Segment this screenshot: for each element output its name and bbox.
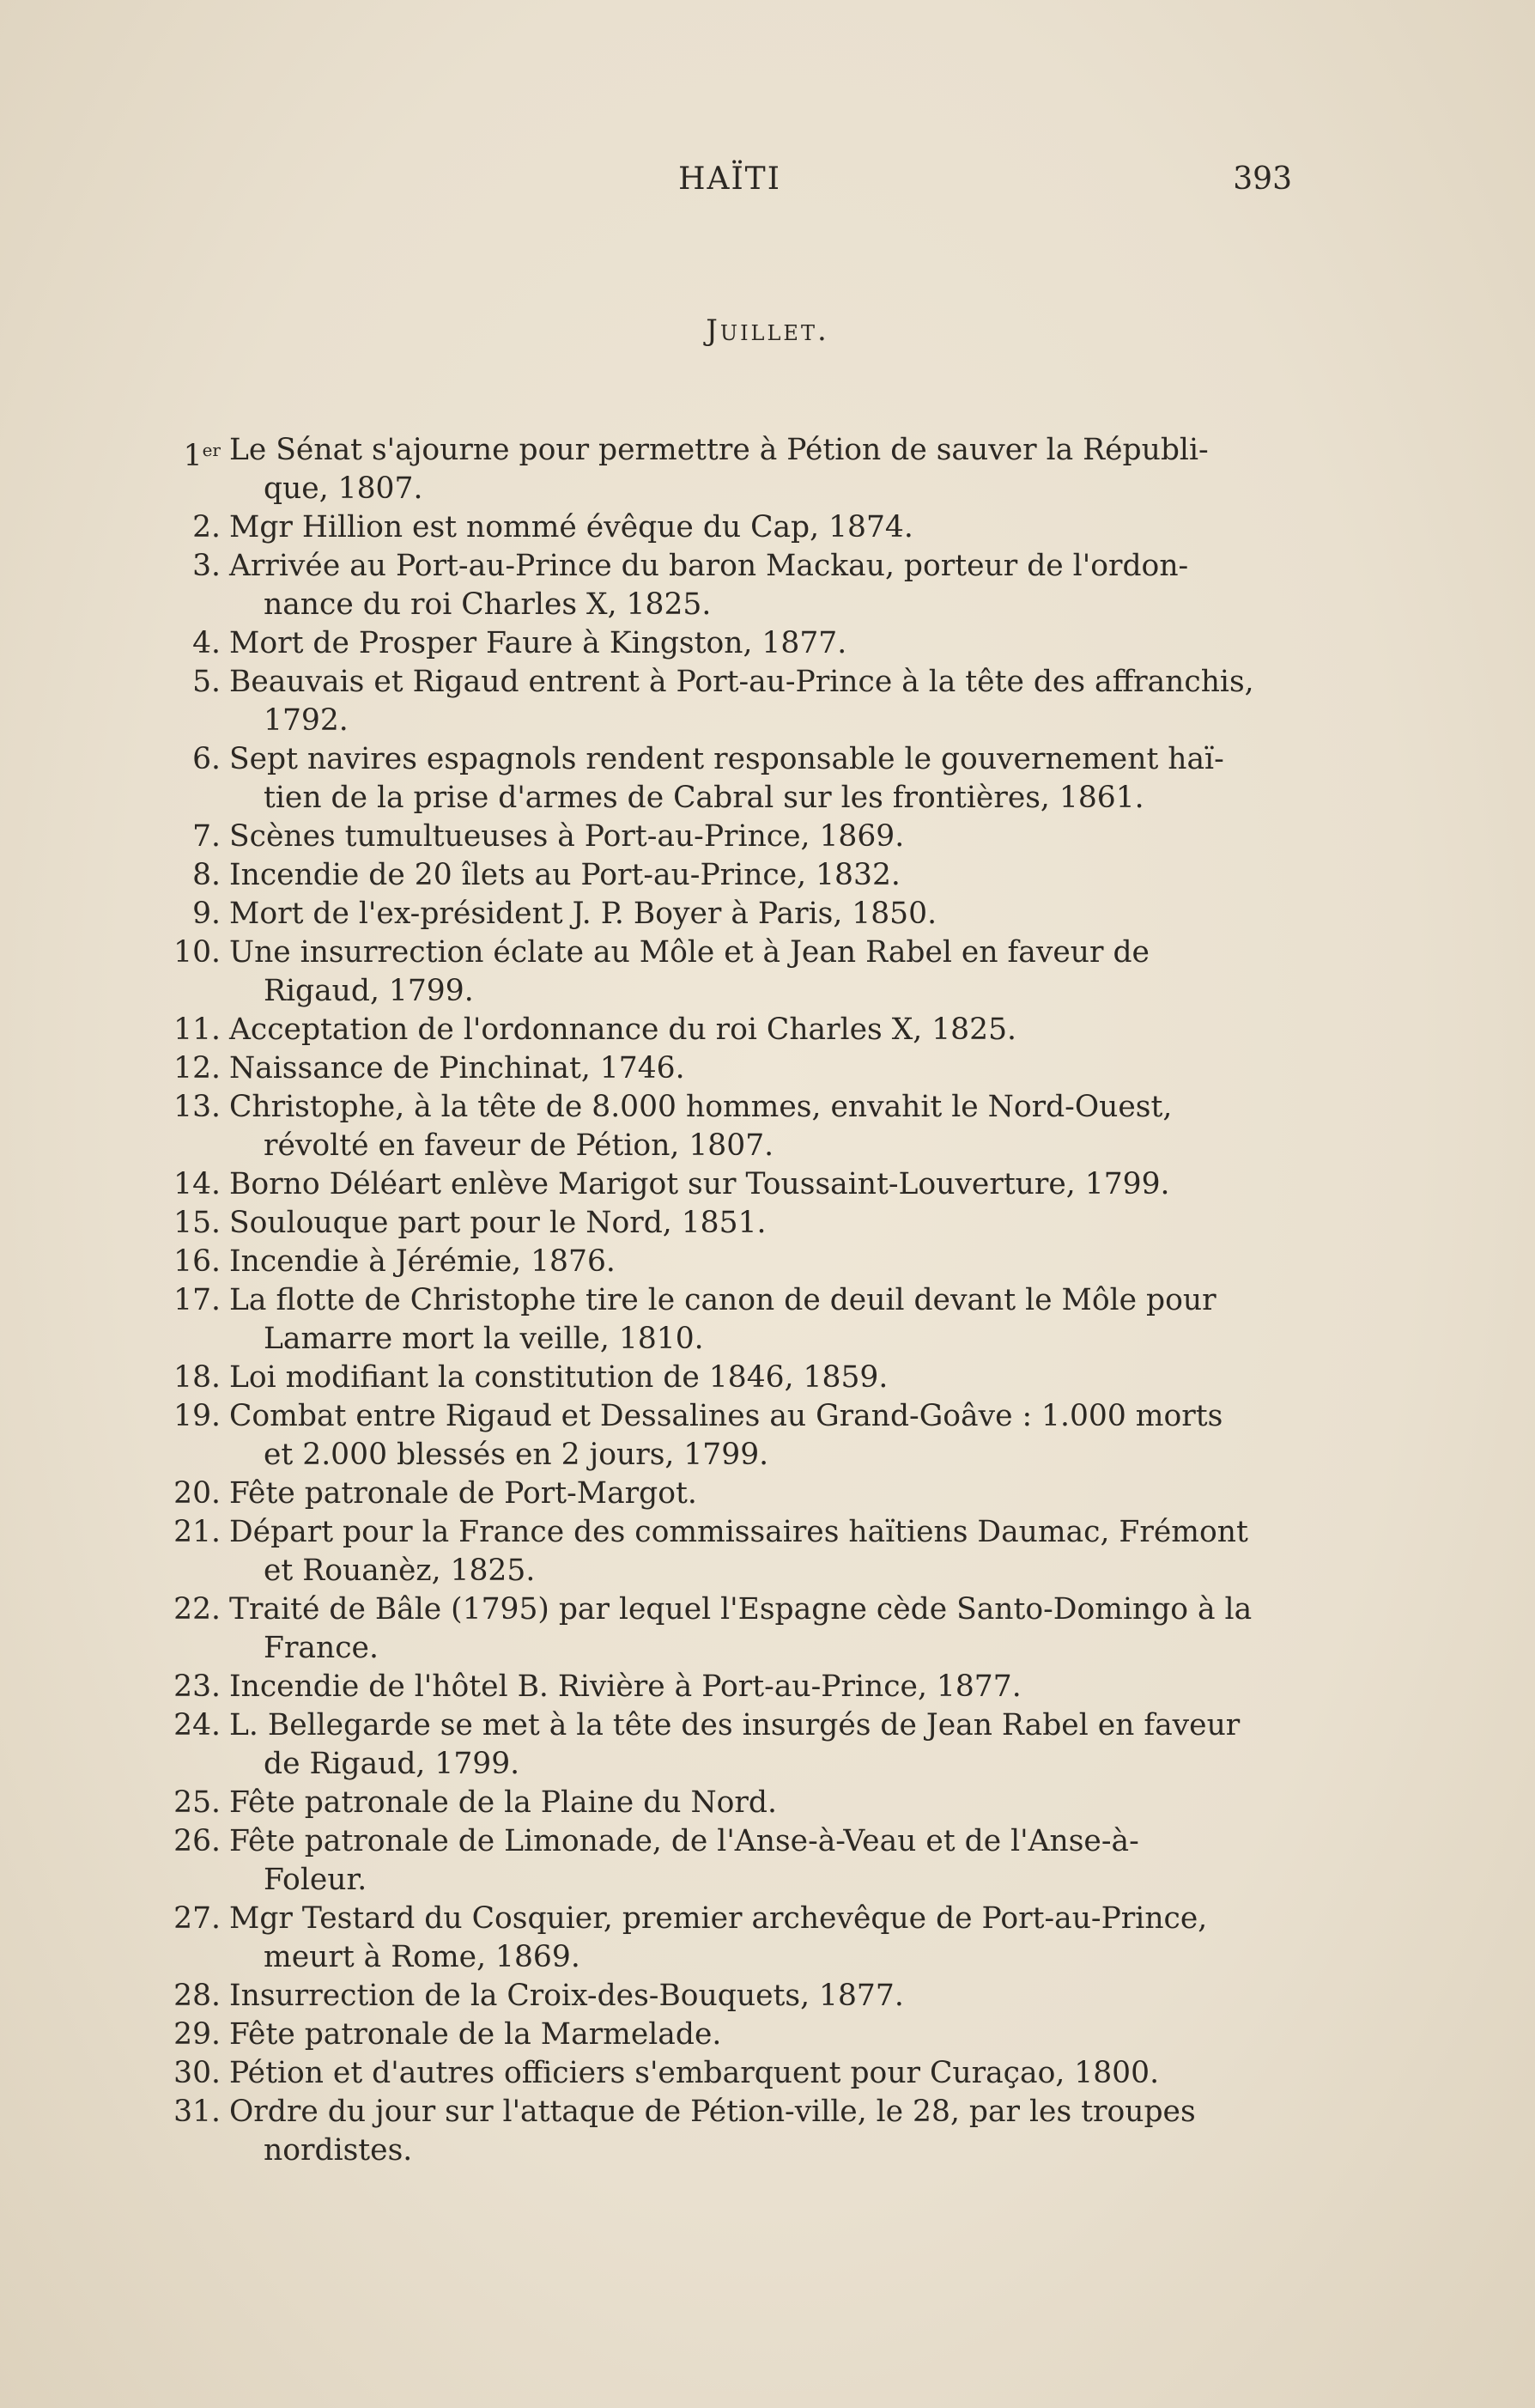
page-header: [172, 161, 1292, 204]
entry-text-line: Beauvais et Rigaud entrent à Port-au-Prince à la tête des affranchis,: [229, 665, 1254, 699]
entry-text-line: Pétion et d'autres officiers s'embarquent pour Curaçao, 1800.: [229, 2056, 1160, 2090]
entry-text-line: Incendie à Jérémie, 1876.: [229, 1244, 616, 1279]
entry-text-line: Ordre du jour sur l'attaque de Pétion-ville, le 28, par les troupes: [229, 2095, 1196, 2129]
list-item: [167, 2093, 1283, 2170]
entry-number: 21.: [173, 1515, 221, 1549]
list-item: [167, 1359, 1283, 1397]
entry-text-line: Rigaud, 1799.: [264, 974, 474, 1008]
entry-text-line: et Rouanèz, 1825.: [264, 1554, 536, 1588]
entry-text-line: Fête patronale de la Plaine du Nord.: [229, 1785, 777, 1820]
entry-text-line: et 2.000 blessés en 2 jours, 1799.: [264, 1438, 769, 1472]
list-item: [167, 624, 1283, 663]
list-item: [167, 818, 1283, 856]
entry-number: 15.: [173, 1206, 221, 1240]
entry-number: 9.: [192, 897, 221, 931]
entry-text-line: Foleur.: [264, 1863, 367, 1897]
entry-number: 2.: [192, 510, 221, 544]
entry-number: 28.: [173, 1979, 221, 2013]
list-item: [167, 431, 1283, 508]
list-item: [167, 1784, 1283, 1822]
list-item: [167, 1513, 1283, 1590]
entry-number: 14.: [173, 1167, 221, 1201]
entry-number: 16.: [173, 1244, 221, 1279]
entry-text-line: La flotte de Christophe tire le canon de deuil devant le Môle pour: [229, 1283, 1216, 1317]
entry-number: 22.: [173, 1592, 221, 1627]
list-item: [167, 1977, 1283, 2016]
list-item: [167, 1011, 1283, 1049]
entry-text-line: nance du roi Charles X, 1825.: [264, 587, 712, 622]
list-item: [167, 933, 1283, 1011]
list-item: [167, 508, 1283, 547]
entry-text-line: Le Sénat s'ajourne pour permettre à Pétion de sauver la Républi-: [229, 433, 1209, 467]
entry-text-line: Départ pour la France des commissaires haïtiens Daumac, Frémont: [229, 1515, 1248, 1549]
entry-number: 4.: [192, 626, 221, 660]
entry-number: 7.: [192, 819, 221, 854]
entry-text-line: révolté en faveur de Pétion, 1807.: [264, 1128, 774, 1163]
entry-number: 24.: [173, 1708, 221, 1742]
entry-text-line: Traité de Bâle (1795) par lequel l'Espagne cède Santo-Domingo à la: [229, 1592, 1253, 1627]
list-item: [167, 1900, 1283, 1977]
entry-text-line: que, 1807.: [264, 471, 423, 506]
list-item: [167, 1397, 1283, 1475]
entry-number: 18.: [173, 1360, 221, 1395]
entry-text-line: Fête patronale de Port-Margot.: [229, 1476, 697, 1511]
page-number: 393: [1233, 161, 1292, 197]
entry-number: 11.: [173, 1012, 221, 1047]
entry-text-line: Insurrection de la Croix-des-Bouquets, 1877.: [229, 1979, 904, 2013]
entry-text-line: Mort de Prosper Faure à Kingston, 1877.: [229, 626, 847, 660]
list-item: [167, 663, 1283, 740]
entry-number: 25.: [173, 1785, 221, 1820]
entry-text-line: Combat entre Rigaud et Dessalines au Grand-Goâve : 1.000 morts: [229, 1399, 1223, 1433]
entry-number: 5.: [192, 665, 221, 699]
list-item: [167, 1281, 1283, 1359]
entry-number: 26.: [173, 1824, 221, 1858]
list-item: [167, 1243, 1283, 1281]
entry-number: 12.: [173, 1051, 221, 1085]
entry-text-line: Mgr Hillion est nommé évêque du Cap, 1874.: [229, 510, 913, 544]
list-item: [167, 895, 1283, 933]
entry-text-line: Sept navires espagnols rendent responsable le gouvernement haï-: [229, 742, 1224, 776]
entry-text-line: Christophe, à la tête de 8.000 hommes, envahit le Nord-Ouest,: [229, 1090, 1173, 1124]
entry-number: 17.: [173, 1283, 221, 1317]
entry-number: 31.: [173, 2095, 221, 2129]
entry-text-line: Lamarre mort la veille, 1810.: [264, 1322, 704, 1356]
list-item: [167, 1475, 1283, 1513]
entry-text-line: France.: [264, 1631, 379, 1665]
entry-text-line: Incendie de 20 îlets au Port-au-Prince, 1832.: [229, 858, 901, 892]
entry-text-line: Borno Déléart enlève Marigot sur Toussaint-Louverture, 1799.: [229, 1167, 1170, 1201]
list-item: [167, 740, 1283, 818]
entry-text-line: L. Bellegarde se met à la tête des insurgés de Jean Rabel en faveur: [229, 1708, 1241, 1742]
entry-number: 27.: [173, 1901, 221, 1936]
entry-text-line: Une insurrection éclate au Môle et à Jean Rabel en faveur de: [229, 935, 1150, 970]
entry-number: 10.: [173, 935, 221, 970]
list-item: [167, 1706, 1283, 1784]
entry-text-line: Fête patronale de la Marmelade.: [229, 2017, 722, 2052]
list-item: [167, 1165, 1283, 1204]
entry-number: 29.: [173, 2017, 221, 2052]
entry-number: 30.: [173, 2056, 221, 2090]
list-item: [167, 1204, 1283, 1243]
entry-text-line: Fête patronale de Limonade, de l'Anse-à-Veau et de l'Anse-à-: [229, 1824, 1139, 1858]
entry-number: 19.: [173, 1399, 221, 1433]
entry-number-superscript: er: [202, 440, 221, 460]
entry-number: 20.: [173, 1476, 221, 1511]
list-item: [167, 1049, 1283, 1088]
entry-text-line: Acceptation de l'ordonnance du roi Charles X, 1825.: [229, 1012, 1016, 1047]
entry-number: 6.: [192, 742, 221, 776]
entry-number: 8.: [192, 858, 221, 892]
entry-text-line: Naissance de Pinchinat, 1746.: [229, 1051, 685, 1085]
list-item: [167, 1590, 1283, 1668]
entry-text-line: de Rigaud, 1799.: [264, 1747, 520, 1781]
entry-text-line: Mgr Testard du Cosquier, premier archevêque de Port-au-Prince,: [229, 1901, 1208, 1936]
list-item: [167, 1668, 1283, 1706]
list-item: [167, 1088, 1283, 1165]
list-item: [167, 2054, 1283, 2093]
entry-text-line: tien de la prise d'armes de Cabral sur les frontières, 1861.: [264, 781, 1144, 815]
entry-text-line: Scènes tumultueuses à Port-au-Prince, 1869.: [229, 819, 905, 854]
entry-text-line: nordistes.: [264, 2133, 413, 2168]
entry-text-line: Mort de l'ex-président J. P. Boyer à Paris, 1850.: [229, 897, 937, 931]
entry-text-line: Loi modifiant la constitution de 1846, 1859.: [229, 1360, 889, 1395]
running-title: HAÏTI: [678, 161, 781, 197]
entry-text-line: Incendie de l'hôtel B. Rivière à Port-au-Prince, 1877.: [229, 1669, 1022, 1704]
chronology-list: [167, 431, 1283, 2170]
list-item: [167, 2016, 1283, 2054]
entry-text-line: Arrivée au Port-au-Prince du baron Mackau, porteur de l'ordon-: [229, 549, 1189, 583]
entry-number: 1er: [183, 439, 221, 473]
list-item: [167, 1822, 1283, 1900]
entry-number: 3.: [192, 549, 221, 583]
entry-number: 13.: [173, 1090, 221, 1124]
entry-number: 23.: [173, 1669, 221, 1704]
list-item: [167, 856, 1283, 895]
month-heading: Juillet.: [706, 313, 829, 348]
list-item: [167, 547, 1283, 624]
entry-text-line: meurt à Rome, 1869.: [264, 1940, 580, 1974]
entry-text-line: Soulouque part pour le Nord, 1851.: [229, 1206, 767, 1240]
entry-text-line: 1792.: [264, 703, 349, 738]
